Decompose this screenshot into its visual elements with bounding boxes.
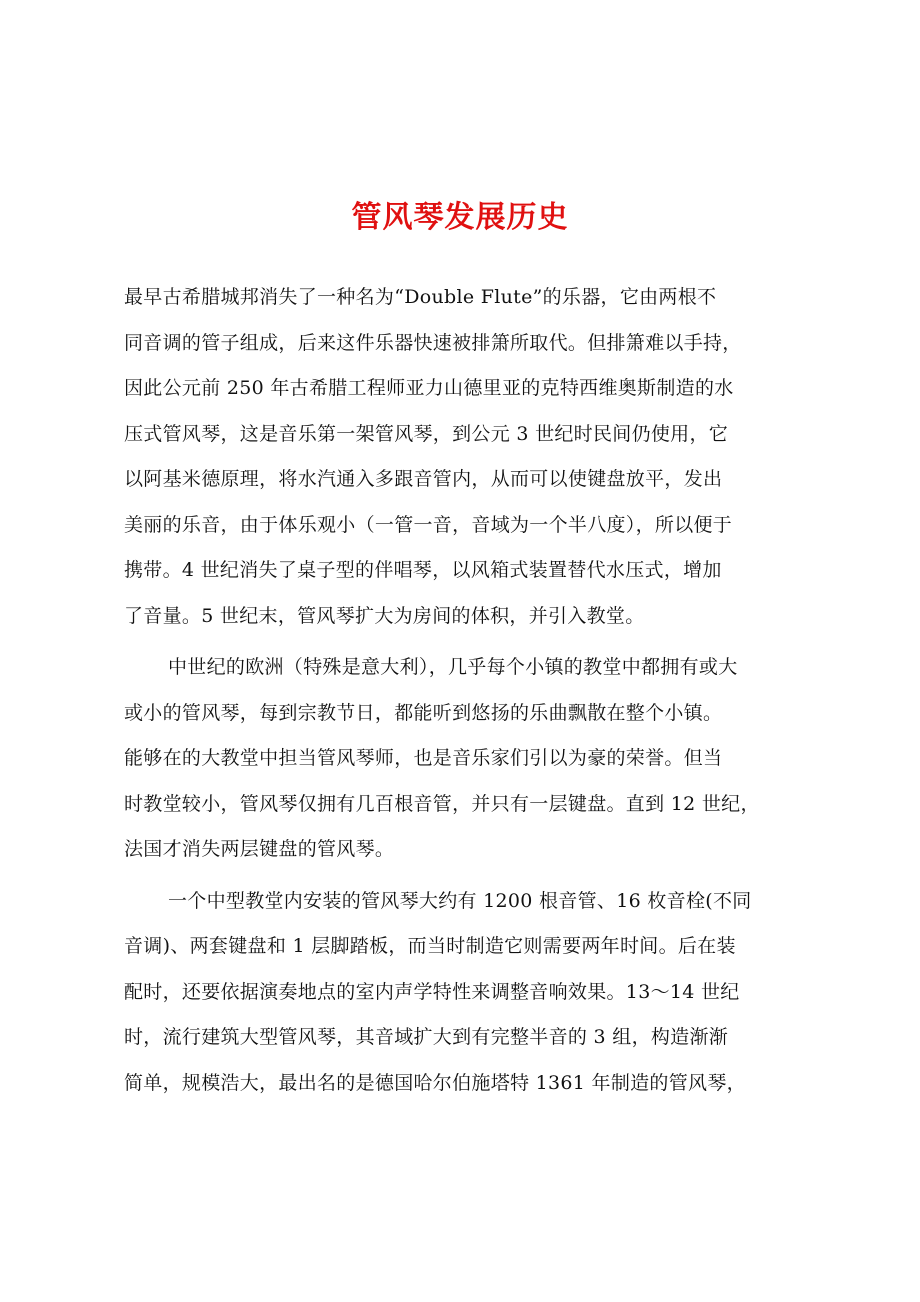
paragraph-3 [124, 879, 824, 1107]
paragraph-line: 时教堂较小，管风琴仅拥有几百根音管，并只有一层键盘。直到 12 世纪， [124, 792, 760, 815]
paragraph-line: 时，流行建筑大型管风琴，其音域扩大到有完整半音的 3 组，构造渐渐 [124, 1026, 729, 1048]
paragraph-line: 以阿基米德原理，将水汽通入多跟音管内，从而可以使键盘放平，发出 [124, 468, 723, 490]
paragraph-line: 因此公元前 250 年古希腊工程师亚力山德里亚的克特西维奥斯制造的水 [124, 377, 734, 399]
paragraph-line: 音调)、两套键盘和 1 层脚踏板，而当时制造它则需要两年时间。后在装 [124, 935, 736, 957]
paragraph-line: 配时，还要依据演奏地点的室内声学特性来调整音响效果。13～14 世纪 [124, 980, 740, 1003]
paragraph-line: 同音调的管子组成，后来这件乐器快速被排箫所取代。但排箫难以手持， [124, 331, 742, 354]
paragraph-line: 或小的管风琴，每到宗教节日，都能听到悠扬的乐曲飘散在整个小镇。 [124, 701, 723, 724]
document-body [124, 275, 824, 1106]
paragraph-line: 压式管风琴，这是音乐第一架管风琴，到公元 3 世纪时民间仍使用，它 [124, 422, 729, 445]
paragraph-line: 最早古希腊城邦消失了一种名为“Double Flute”的乐器，它由两根不 [124, 286, 717, 308]
paragraph-2 [124, 645, 824, 873]
paragraph-line: 能够在的大教堂中担当管风琴师，也是音乐家们引以为豪的荣誉。但当 [124, 747, 723, 769]
paragraph-line: 了音量。5 世纪末，管风琴扩大为房间的体积，并引入教堂。 [124, 604, 645, 627]
paragraph-line: 中世纪的欧洲（特殊是意大利），几乎每个小镇的教堂中都拥有或大 [168, 656, 738, 678]
paragraph-line: 美丽的乐音，由于体乐观小（一管一音，音域为一个半八度），所以便于 [124, 513, 733, 536]
document-title: 管风琴发展历史 [351, 200, 569, 235]
paragraph-line: 法国才消失两层键盘的管风琴。 [124, 838, 395, 860]
paragraph-line: 携带。4 世纪消失了桌子型的伴唱琴，以风箱式装置替代水压式，增加 [124, 559, 722, 581]
paragraph-line: 简单，规模浩大，最出名的是德国哈尔伯施塔特 1361 年制造的管风琴， [124, 1071, 746, 1094]
paragraph-1 [124, 275, 824, 639]
paragraph-line: 一个中型教堂内安装的管风琴大约有 1200 根音管、16 枚音栓(不同 [168, 889, 752, 912]
